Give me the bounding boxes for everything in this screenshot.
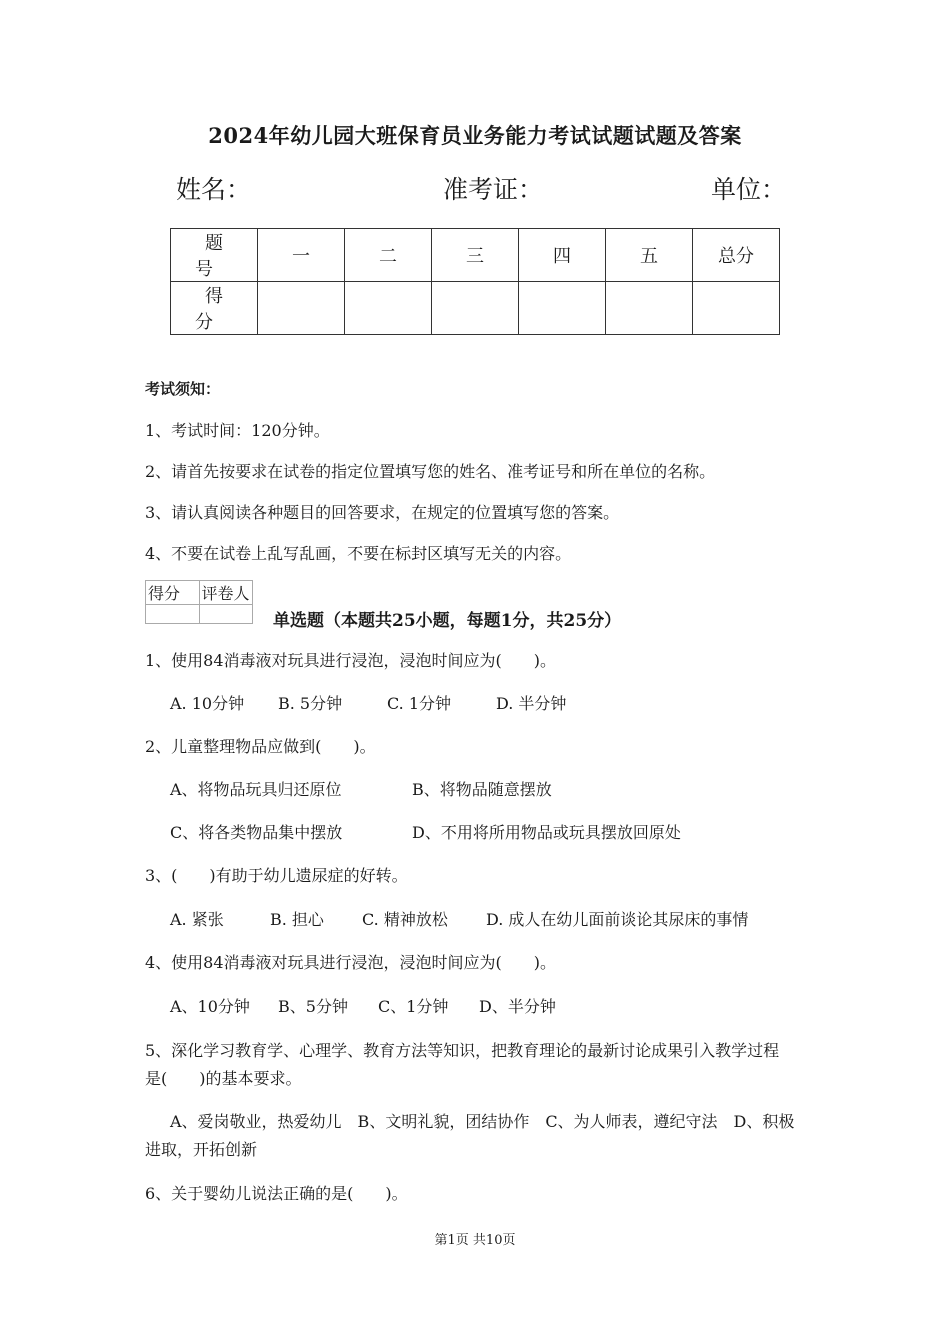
unit-field-label: 单位： xyxy=(711,175,787,204)
question-stem: 5、深化学习教育学、心理学、教育方法等知识，把教育理论的最新讨论成果引入教学过程 xyxy=(145,1041,780,1060)
answer-option: A. 10分钟 xyxy=(170,694,245,713)
grader-name-cell xyxy=(199,605,253,624)
answer-option: C、1分钟 xyxy=(378,997,449,1016)
grader-box xyxy=(145,580,253,624)
question-stem: 6、关于婴幼儿说法正确的是( )。 xyxy=(145,1184,408,1203)
score-table xyxy=(170,228,780,335)
answer-option: A、将物品玩具归还原位 xyxy=(170,780,342,799)
question-stem: 3、( )有助于幼儿遗尿症的好转。 xyxy=(145,866,408,885)
column-header: 一 xyxy=(258,229,345,282)
answer-option: D. 成人在幼儿面前谈论其尿床的事情 xyxy=(486,910,749,929)
question-stem: 是( )的基本要求。 xyxy=(145,1069,302,1088)
grader-name-label: 评卷人 xyxy=(199,581,253,605)
question-number-label: 题 号 xyxy=(171,229,258,282)
grader-score-cell xyxy=(146,605,200,624)
score-cell xyxy=(519,282,606,335)
score-cell xyxy=(693,282,780,335)
grader-score-label: 得分 xyxy=(146,581,200,605)
answer-options: A、爱岗敬业，热爱幼儿 B、文明礼貌，团结协作 C、为人师表，遵纪守法 D、积极 xyxy=(170,1112,795,1131)
notice-item: 1、考试时间：120分钟。 xyxy=(145,421,330,440)
score-cell xyxy=(345,282,432,335)
section-title: 单选题（本题共25小题，每题1分，共25分） xyxy=(273,611,622,631)
answer-option: B. 担心 xyxy=(270,910,324,929)
column-header: 三 xyxy=(432,229,519,282)
answer-option: D、半分钟 xyxy=(479,997,556,1016)
score-cell xyxy=(258,282,345,335)
question-stem: 2、儿童整理物品应做到( )。 xyxy=(145,737,376,756)
column-header: 二 xyxy=(345,229,432,282)
question-stem: 1、使用84消毒液对玩具进行浸泡，浸泡时间应为( )。 xyxy=(145,651,557,670)
column-header: 五 xyxy=(606,229,693,282)
answer-option: D、不用将所用物品或玩具摆放回原处 xyxy=(412,823,681,842)
score-cell xyxy=(606,282,693,335)
notice-title: 考试须知： xyxy=(145,380,221,398)
answer-option: A. 紧张 xyxy=(170,910,224,929)
answer-option: A、10分钟 xyxy=(170,997,250,1016)
notice-item: 3、请认真阅读各种题目的回答要求，在规定的位置填写您的答案。 xyxy=(145,503,620,522)
exam-id-field-label: 准考证： xyxy=(443,175,544,204)
question-stem: 4、使用84消毒液对玩具进行浸泡，浸泡时间应为( )。 xyxy=(145,953,557,972)
page-footer: 第1页 共10页 xyxy=(434,1233,516,1248)
score-label: 得 分 xyxy=(171,282,258,335)
answer-option: C、将各类物品集中摆放 xyxy=(170,823,343,842)
document-title: 2024年幼儿园大班保育员业务能力考试试题试题及答案 xyxy=(208,123,742,148)
notice-item: 2、请首先按要求在试卷的指定位置填写您的姓名、准考证号和所在单位的名称。 xyxy=(145,462,716,481)
answer-option: B、5分钟 xyxy=(278,997,348,1016)
answer-option: C. 1分钟 xyxy=(387,694,452,713)
answer-option: B. 5分钟 xyxy=(278,694,343,713)
answer-options: 进取，开拓创新 xyxy=(145,1140,258,1159)
column-header: 总分 xyxy=(693,229,780,282)
answer-option: C. 精神放松 xyxy=(362,910,448,929)
column-header: 四 xyxy=(519,229,606,282)
score-cell xyxy=(432,282,519,335)
notice-item: 4、不要在试卷上乱写乱画，不要在标封区填写无关的内容。 xyxy=(145,544,572,563)
score-table-score-row xyxy=(171,282,780,335)
name-field-label: 姓名： xyxy=(176,175,252,204)
answer-option: D. 半分钟 xyxy=(496,694,567,713)
answer-option: B、将物品随意摆放 xyxy=(412,780,552,799)
score-table-header-row xyxy=(171,229,780,282)
